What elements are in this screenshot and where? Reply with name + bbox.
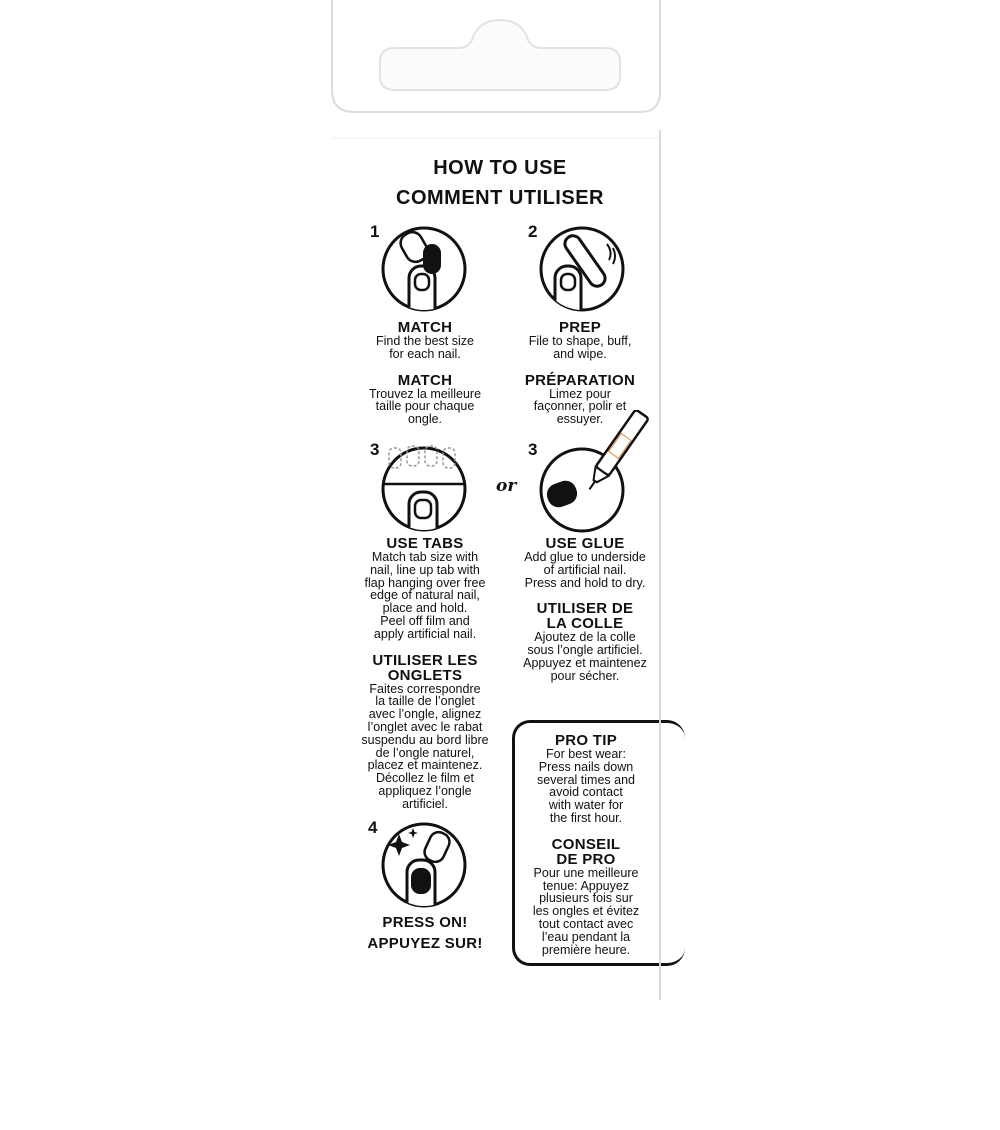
title-line-en: HOW TO USE bbox=[433, 157, 567, 179]
step-2-title-en: PREP bbox=[558, 319, 602, 336]
step-3-glue-body-fr-1: Ajoutez de la colle bbox=[534, 630, 636, 645]
step-1-body-fr-1: Trouvez la meilleure bbox=[368, 386, 482, 401]
step-3-tabs-body-en-1: Match tab size with bbox=[371, 550, 479, 564]
step-4-title-en: PRESS ON! bbox=[382, 914, 468, 931]
pro-tip-body-en-3: several times and bbox=[537, 772, 635, 787]
pro-tip-body-fr-2: tenue: Appuyez bbox=[542, 878, 630, 893]
box-edge-line bbox=[658, 130, 668, 1130]
step-2-body-en-1: File to shape, buff, bbox=[528, 334, 632, 348]
sparkle-press-icon bbox=[379, 820, 469, 910]
step-3-glue-text bbox=[505, 536, 665, 683]
step-3-glue-title-fr-2: LA COLLE bbox=[546, 615, 624, 633]
step-3-glue-body-fr-4: pour sécher. bbox=[550, 668, 620, 683]
step-4-text bbox=[340, 912, 510, 954]
step-3-tabs-body-fr-8: Décollez le film et bbox=[376, 771, 474, 786]
step-1-number: 1 bbox=[370, 222, 380, 241]
step-3-tabs-body-en-6: Peel off film and bbox=[380, 613, 470, 628]
step-3-tabs-body-fr-5: suspendu au bord libre bbox=[361, 732, 489, 747]
step-3-tabs-body-fr-9: appliquez l’ongle bbox=[378, 783, 472, 798]
pro-tip-body-en-6: the first hour. bbox=[549, 810, 623, 825]
step-3-tabs-body-fr-4: l’onglet avec le rabat bbox=[367, 719, 483, 734]
step-3-tabs-body-fr-3: avec l’ongle, alignez bbox=[368, 707, 482, 722]
step-3-tabs-body-en-5: place and hold. bbox=[382, 601, 468, 616]
step-1-body-en-2: for each nail. bbox=[389, 346, 461, 361]
nail-file-icon bbox=[537, 224, 627, 314]
pro-tip-body-en-1: For best wear: bbox=[546, 747, 626, 761]
title-line-fr: COMMENT UTILISER bbox=[396, 187, 604, 209]
step-2-body-fr-1: Limez pour bbox=[549, 386, 611, 401]
pro-tip-body-en-5: with water for bbox=[548, 798, 624, 813]
step-1-title-fr: MATCH bbox=[397, 371, 453, 389]
step-1-body-fr-2: taille pour chaque bbox=[375, 399, 475, 414]
step-2-title-fr: PRÉPARATION bbox=[524, 371, 636, 389]
step-3-glue-body-fr-2: sous l’ongle artificiel. bbox=[527, 643, 643, 658]
hang-tab-outline-icon bbox=[0, 0, 1000, 150]
step-2-body-fr-2: façonner, polir et bbox=[533, 399, 627, 414]
step-3-tabs-text bbox=[340, 536, 510, 811]
instructions-title bbox=[340, 153, 660, 213]
step-3-tabs-body-en-2: nail, line up tab with bbox=[370, 562, 480, 577]
step-1-body-en-1: Find the best size bbox=[376, 334, 474, 348]
step-3-tabs-body-fr-6: de l’ongle naturel, bbox=[375, 745, 475, 760]
step-3-tabs-body-en-7: apply artificial nail. bbox=[373, 626, 477, 641]
step-3-glue-body-en-1: Add glue to underside bbox=[524, 550, 646, 564]
step-3-tabs-body-en-4: edge of natural nail, bbox=[370, 588, 480, 603]
pro-tip-body-fr-5: tout contact avec bbox=[538, 916, 634, 931]
step-3-tabs-title-fr-2: ONGLETS bbox=[387, 666, 463, 684]
pro-tip-body-fr-4: les ongles et évitez bbox=[532, 904, 640, 919]
step-3-tabs-title-fr-1: UTILISER LES bbox=[372, 651, 478, 669]
glue-pen-icon bbox=[537, 410, 657, 540]
pro-tip-title-fr-2: DE PRO bbox=[556, 850, 616, 868]
step-1-text bbox=[345, 320, 505, 426]
step-3-tabs-body-fr-2: la taille de l’onglet bbox=[375, 694, 475, 709]
step-3-glue-title-en: USE GLUE bbox=[545, 535, 625, 552]
or-label: or bbox=[496, 476, 517, 496]
step-3-tabs-body-fr-1: Faites correspondre bbox=[369, 681, 481, 696]
step-3-tabs-body-fr-10: artificiel. bbox=[402, 796, 448, 811]
pro-tip-body-fr-6: l’eau pendant la bbox=[541, 929, 631, 944]
step-3-tabs-body-en-3: flap hanging over free bbox=[364, 575, 486, 590]
finger-match-icon bbox=[379, 224, 469, 314]
step-4-title-fr: APPUYEZ SUR! bbox=[367, 935, 483, 952]
nail-tabs-icon bbox=[379, 444, 469, 534]
step-1-body-fr-3: ongle. bbox=[407, 412, 443, 427]
step-3-glue-title-fr-1: UTILISER DE bbox=[536, 600, 634, 618]
step-3-glue-body-en-3: Press and hold to dry. bbox=[524, 575, 646, 590]
step-2-body-en-2: and wipe. bbox=[553, 346, 607, 361]
step-4-number: 4 bbox=[368, 818, 378, 837]
step-3-tabs-body-fr-7: placez et maintenez. bbox=[367, 758, 483, 773]
pro-tip-body-fr-3: plusieurs fois sur bbox=[539, 891, 633, 906]
pro-tip-text bbox=[512, 733, 660, 956]
step-2-body-fr-3: essuyer. bbox=[556, 412, 604, 427]
step-1-title-en: MATCH bbox=[397, 319, 453, 336]
step-3-tabs-title-en: USE TABS bbox=[386, 535, 464, 552]
step-3-tabs-number: 3 bbox=[370, 440, 380, 459]
step-3-glue-body-fr-3: Appuyez et maintenez bbox=[523, 655, 647, 670]
step-2-number: 2 bbox=[528, 222, 538, 241]
pro-tip-title-fr-1: CONSEIL bbox=[551, 835, 621, 853]
pro-tip-title-en: PRO TIP bbox=[554, 732, 618, 749]
step-3-glue-body-en-2: of artificial nail. bbox=[543, 562, 627, 577]
pro-tip-body-fr-7: première heure. bbox=[541, 942, 631, 957]
pro-tip-body-en-4: avoid contact bbox=[549, 785, 623, 800]
pro-tip-body-en-2: Press nails down bbox=[538, 759, 634, 774]
step-3-glue-number: 3 bbox=[528, 440, 538, 459]
pro-tip-body-fr-1: Pour une meilleure bbox=[533, 865, 639, 880]
